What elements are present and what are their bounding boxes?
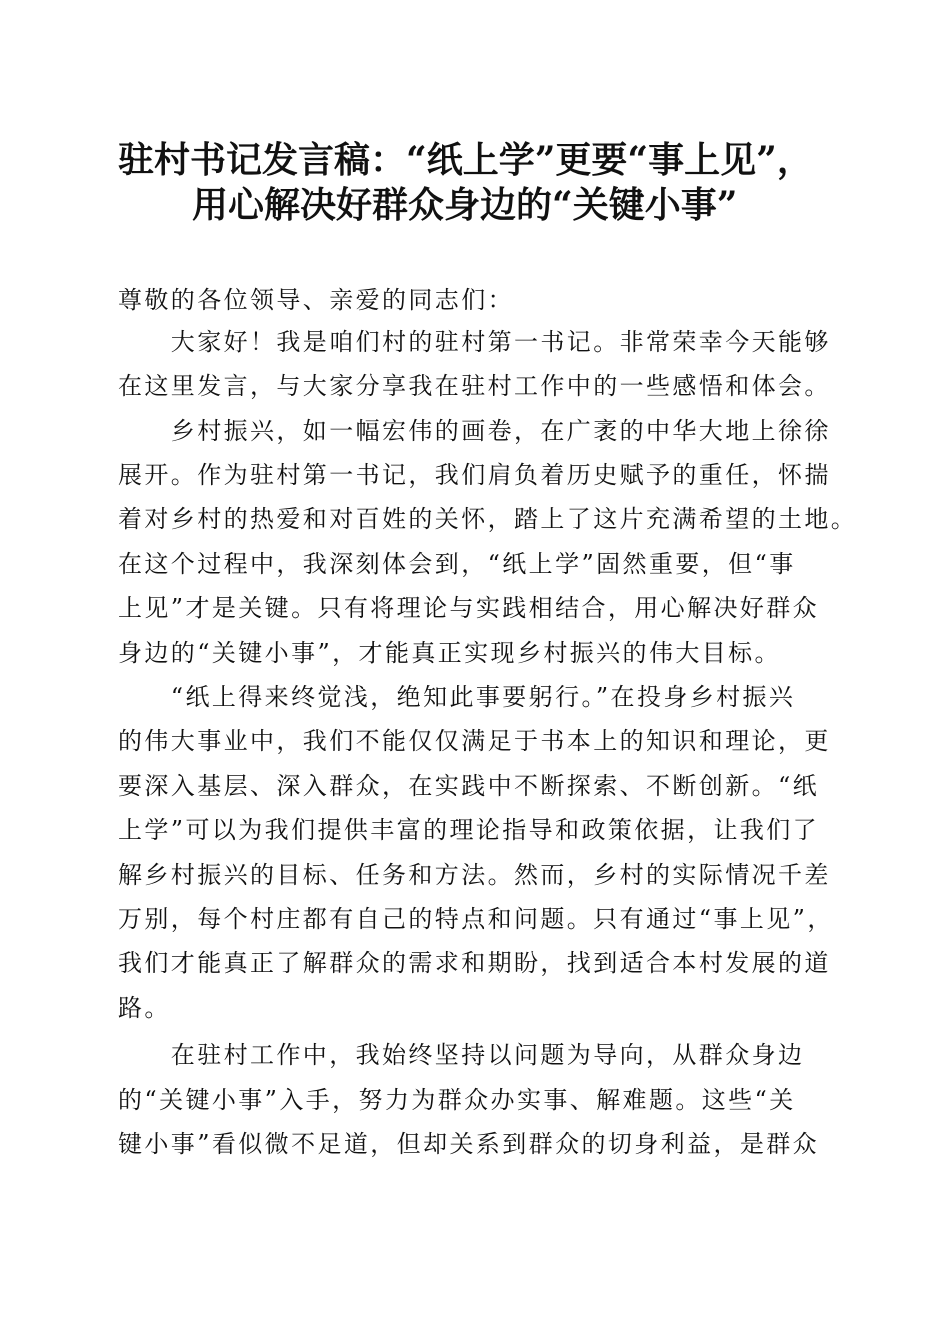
body-text-line: 身边的“关键小事”，才能真正实现乡村振兴的伟大目标。 [118, 639, 781, 667]
body-text-line: 上见”才是关键。只有将理论与实践相结合，用心解决好群众 [118, 594, 820, 622]
body-text-line: 解乡村振兴的目标、任务和方法。然而，乡村的实际情况千差 [118, 861, 831, 889]
body-text-line: “纸上得来终觉浅，绝知此事要躬行。”在投身乡村振兴 [118, 683, 796, 711]
body-text-line: 路。 [118, 994, 171, 1022]
document-title-line-1: 驻村书记发言稿：“纸上学”更要“事上见”， [118, 139, 813, 181]
body-text-line: 我们才能真正了解群众的需求和期盼，找到适合本村发展的道 [118, 949, 831, 977]
body-text-line: 键小事”看似微不足道，但却关系到群众的切身利益，是群众 [118, 1130, 820, 1158]
body-text-line: 展开。作为驻村第一书记，我们肩负着历史赋予的重任，怀揣 [118, 461, 831, 489]
body-text-line: 尊敬的各位领导、亲爱的同志们： [118, 286, 514, 314]
body-text-line: 的伟大事业中，我们不能仅仅满足于书本上的知识和理论，更 [118, 727, 831, 755]
body-text-line: 乡村振兴，如一幅宏伟的画卷，在广袤的中华大地上徐徐 [118, 417, 831, 445]
body-text-line: 上学”可以为我们提供丰富的理论指导和政策依据，让我们了 [118, 816, 820, 844]
body-text-line: 着对乡村的热爱和对百姓的关怀，踏上了这片充满希望的土地。 [118, 505, 858, 533]
body-text-line: 要深入基层、深入群众，在实践中不断探索、不断创新。“纸 [118, 772, 820, 800]
body-text-line: 的“关键小事”入手，努力为群众办实事、解难题。这些“关 [118, 1086, 796, 1114]
document-title-line-2: 用心解决好群众身边的“关键小事” [192, 184, 738, 226]
body-text-line: 万别，每个村庄都有自己的特点和问题。只有通过“事上见”， [118, 905, 834, 933]
body-text-line: 在驻村工作中，我始终坚持以问题为导向，从群众身边 [118, 1041, 805, 1069]
body-text-line: 在这里发言，与大家分享我在驻村工作中的一些感悟和体会。 [118, 372, 831, 400]
body-text-line: 在这个过程中，我深刻体会到，“纸上学”固然重要，但“事 [118, 550, 796, 578]
body-text-line: 大家好！我是咱们村的驻村第一书记。非常荣幸今天能够 [118, 328, 831, 356]
